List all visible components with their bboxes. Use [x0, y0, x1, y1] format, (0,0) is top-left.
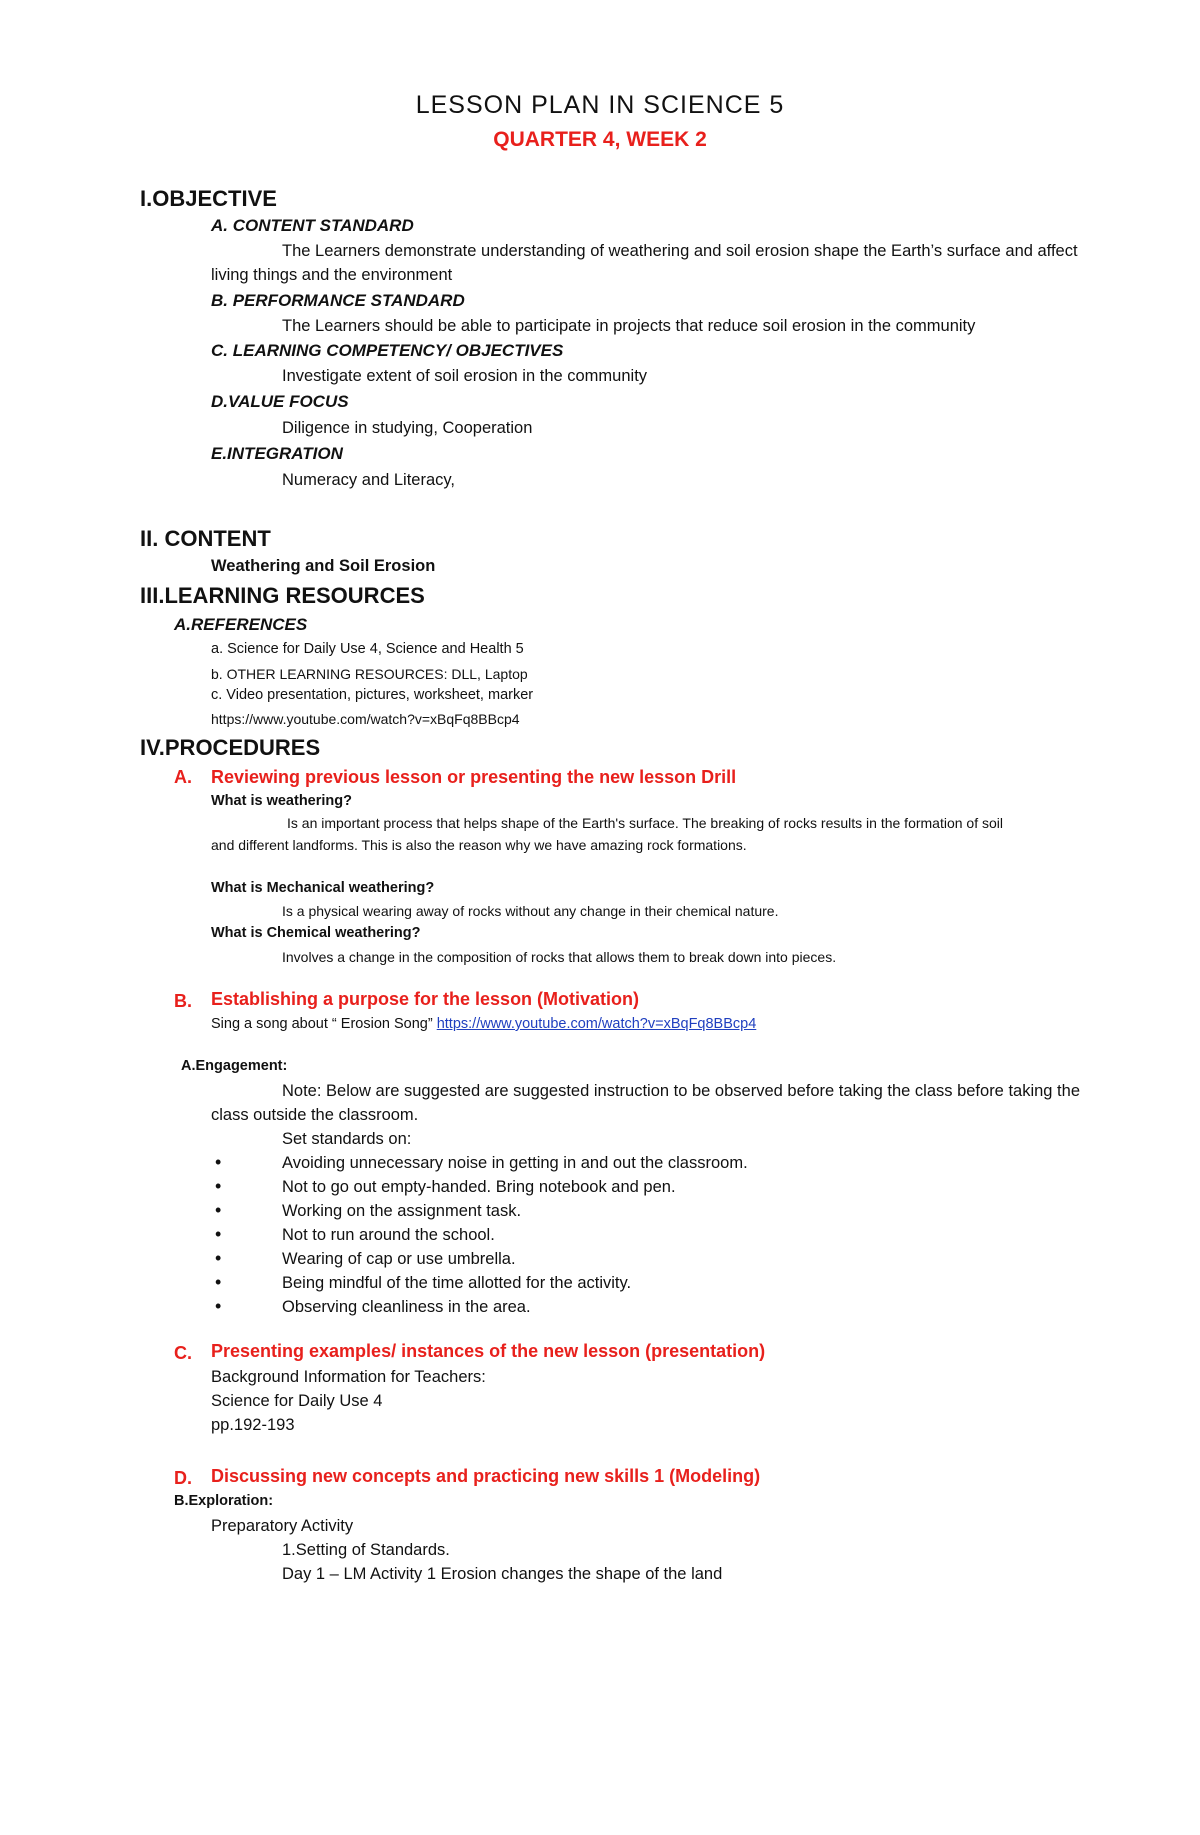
reference-c: c. Video presentation, pictures, worksheet, marker: [211, 687, 534, 703]
procedure-a-title: Reviewing previous lesson or presenting the new lesson Drill: [211, 767, 737, 787]
procedure-d-title: Discussing new concepts and practicing new skills 1 (Modeling): [211, 1466, 761, 1486]
background-pages-text: pp.192-193: [211, 1416, 295, 1434]
answer-mechanical-weathering: Is a physical wearing away of rocks without any change in their chemical nature.: [282, 903, 779, 919]
value-focus-text: Diligence in studying, Cooperation: [282, 419, 533, 437]
set-standards-text: Set standards on:: [282, 1130, 412, 1148]
procedures-heading: IV.PROCEDURES: [140, 735, 321, 760]
question-weathering: What is weathering?: [211, 793, 352, 809]
bullet-marker: •: [215, 1176, 222, 1196]
reference-b: b. OTHER LEARNING RESOURCES: DLL, Laptop: [211, 666, 528, 682]
engagement-note-2: class outside the classroom.: [211, 1106, 419, 1124]
procedure-b-letter: B.: [174, 991, 192, 1011]
bullet-marker: •: [215, 1224, 222, 1244]
document-title: LESSON PLAN IN SCIENCE 5: [415, 91, 785, 119]
integration-label: E.INTEGRATION: [211, 444, 343, 463]
day1-activity-text: Day 1 – LM Activity 1 Erosion changes the shape of the land: [282, 1565, 723, 1583]
answer-chemical-weathering: Involves a change in the composition of rocks that allows them to break down into pieces.: [282, 949, 837, 965]
question-mechanical-weathering: What is Mechanical weathering?: [211, 880, 435, 896]
procedure-c-letter: C.: [174, 1343, 192, 1363]
exploration-label: B.Exploration:: [174, 1493, 274, 1509]
content-standard-text-2: living things and the environment: [211, 266, 453, 284]
procedure-a-letter: A.: [174, 767, 192, 787]
bullet-marker: •: [215, 1296, 222, 1316]
setting-standards-text: 1.Setting of Standards.: [282, 1541, 450, 1559]
learning-competency-label: C. LEARNING COMPETENCY/ OBJECTIVES: [211, 341, 564, 360]
content-standard-label: A. CONTENT STANDARD: [211, 216, 414, 235]
background-book-text: Science for Daily Use 4: [211, 1392, 383, 1410]
standard-item: Not to go out empty-handed. Bring notebook and pen.: [282, 1178, 676, 1196]
performance-standard-label: B. PERFORMANCE STANDARD: [211, 291, 465, 310]
standard-item: Observing cleanliness in the area.: [282, 1298, 531, 1316]
preparatory-activity-text: Preparatory Activity: [211, 1517, 354, 1535]
standard-item: Working on the assignment task.: [282, 1202, 522, 1220]
question-chemical-weathering: What is Chemical weathering?: [211, 925, 421, 941]
content-text: Weathering and Soil Erosion: [211, 557, 436, 575]
procedure-c-title: Presenting examples/ instances of the new lesson (presentation): [211, 1341, 766, 1361]
value-focus-label: D.VALUE FOCUS: [211, 392, 349, 411]
integration-text: Numeracy and Literacy,: [282, 471, 456, 489]
standard-item: Being mindful of the time allotted for the activity.: [282, 1274, 632, 1292]
procedure-d-letter: D.: [174, 1468, 192, 1488]
content-standard-text-1: The Learners demonstrate understanding of weathering and soil erosion shape the Earth’s surface and affect: [282, 242, 1078, 260]
bullet-marker: •: [215, 1272, 222, 1292]
answer-weathering-2: and different landforms. This is also the reason why we have amazing rock formations.: [211, 837, 747, 853]
motivation-prefix: Sing a song about “ Erosion Song”: [211, 1016, 437, 1032]
answer-weathering-1: Is an important process that helps shape of the Earth's surface. The breaking of rocks results in the formation of soil: [287, 815, 1004, 831]
standard-item: Wearing of cap or use umbrella.: [282, 1250, 516, 1268]
background-info-text: Background Information for Teachers:: [211, 1368, 486, 1386]
procedure-b-title: Establishing a purpose for the lesson (Motivation): [211, 989, 640, 1009]
learning-competency-text: Investigate extent of soil erosion in the community: [282, 367, 648, 385]
standard-item: Not to run around the school.: [282, 1226, 495, 1244]
reference-url: https://www.youtube.com/watch?v=xBqFq8BBcp4: [211, 711, 520, 727]
engagement-label: A.Engagement:: [181, 1058, 288, 1074]
bullet-marker: •: [215, 1200, 222, 1220]
references-label: A.REFERENCES: [174, 615, 308, 634]
content-heading: II. CONTENT: [140, 526, 271, 551]
erosion-song-link[interactable]: https://www.youtube.com/watch?v=xBqFq8BBcp4: [436, 1016, 757, 1032]
bullet-marker: •: [215, 1248, 222, 1268]
bullet-marker: •: [215, 1152, 222, 1172]
standard-item: Avoiding unnecessary noise in getting in and out the classroom.: [282, 1154, 748, 1172]
objective-heading: I.OBJECTIVE: [140, 186, 277, 211]
document-subtitle: QUARTER 4, WEEK 2: [493, 128, 707, 151]
motivation-text: [211, 1016, 756, 1033]
learning-resources-heading: III.LEARNING RESOURCES: [140, 583, 425, 608]
performance-standard-text: The Learners should be able to participate in projects that reduce soil erosion in the community: [282, 317, 976, 335]
engagement-note-1: Note: Below are suggested are suggested instruction to be observed before taking the class before taking the: [282, 1082, 1080, 1100]
reference-a: a. Science for Daily Use 4, Science and Health 5: [211, 641, 524, 657]
